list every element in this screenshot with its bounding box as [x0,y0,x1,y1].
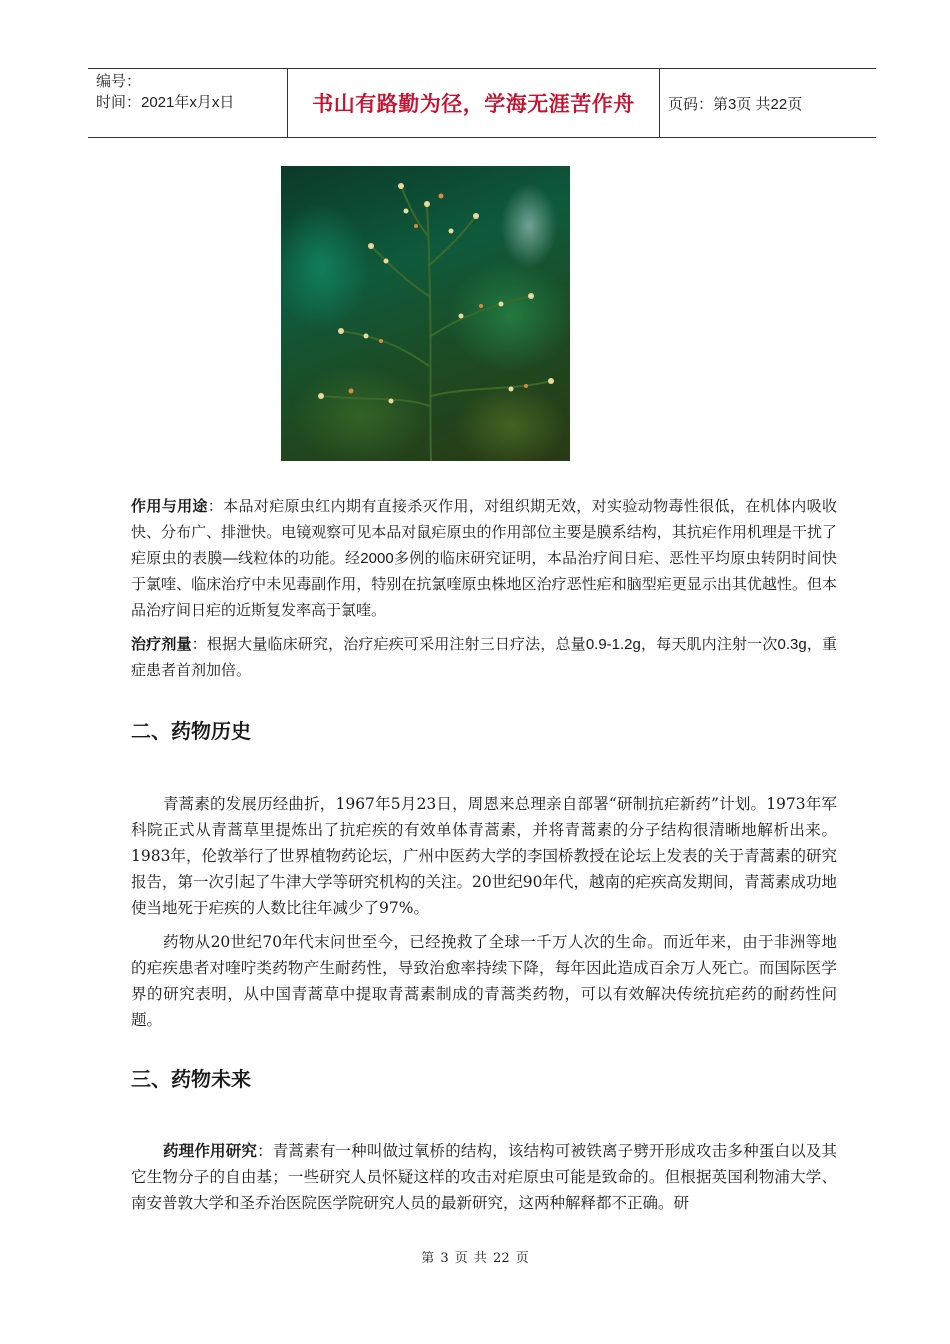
header-page-number: 页码：第3页 共22页 [668,95,803,113]
usage-text: ：本品对疟原虫红内期有直接杀灭作用，对组织期无效，对实验动物毒性很低，在机体内吸收快、分布广、排泄快。电镜观察可见本品对鼠疟原虫的作用部位主要是膜系结构，其抗疟作用机理是干扰了疟原虫的表膜—线粒体的功能。经2000多例的临床研究证明，本品治疗间日疟、恶性平均原虫转阴时间快于氯喹、临床治疗中未见毒副作用，特别在抗氯喹原虫株地区治疗恶性疟和脑型疟更显示出其优越性。但本品治疗间日疟的近斯复发率高于氯喹。 [131,498,837,619]
header-meta [88,69,287,137]
dosage-label: 治疗剂量 [131,636,192,653]
plant-illustration [281,166,570,461]
dosage-text: ：根据大量临床研究，治疗疟疾可采用注射三日疗法，总量0.9-1.2g，每天肌内注射一次0.3g，重症患者首剂加倍。 [131,636,837,679]
usage-paragraph [131,494,837,624]
header-slogan: 书山有路勤为径，学海无涯苦作舟 [287,69,660,137]
time-label: 时间：2021年x月x日 [96,94,235,111]
pharmacology-paragraph [131,1138,837,1216]
artemisia-plant-photo [281,166,570,461]
doc-number-label: 编号： [96,73,142,90]
page-footer: 第 3 页 共 22 页 [421,1251,529,1266]
usage-label: 作用与用途 [131,498,208,515]
pharmacology-text: ：青蒿素有一种叫做过氧桥的结构，该结构可被铁离子劈开形成攻击多种蛋白以及其它生物分子的自由基；一些研究人员怀疑这样的攻击对疟原虫可能是致命的。但根据英国利物浦大学、南安普敦大学和圣乔治医院医学院研究人员的最新研究，这两种解释都不正确。研 [131,1142,837,1212]
history-paragraph-2: 药物从20世纪70年代末问世至今，已经挽救了全球一千万人次的生命。而近年来，由于非洲等地的疟疾患者对喹咛类药物产生耐药性，导致治愈率持续下降，每年因此造成百余万人死亡。而国际医学界的研究表明，从中国青蒿草中提取青蒿素制成的青蒿类药物，可以有效解决传统抗疟药的耐药性问题。 [131,933,837,1029]
section-title-future: 三、药物未来 [131,1069,251,1091]
pharmacology-label: 药理作用研究 [163,1141,258,1160]
section-title-history: 二、药物历史 [131,721,251,743]
dosage-paragraph [131,632,837,684]
history-paragraph-1: 青蒿素的发展历经曲折，1967年5月23日，周恩来总理亲自部署“研制抗疟新药”计划。1973年军科院正式从青蒿草里提炼出了抗疟疾的有效单体青蒿素，并将青蒿素的分子结构很清晰地解析出来。1983年，伦敦举行了世界植物药论坛，广州中医药大学的李国桥教授在论坛上发表的关于青蒿素的研究报告，第一次引起了牛津大学等研究机构的关注。20世纪90年代，越南的疟疾高发期间，青蒿素成功地使当地死于疟疾的人数比往年减少了97%。 [131,795,837,917]
page-header [88,68,876,138]
